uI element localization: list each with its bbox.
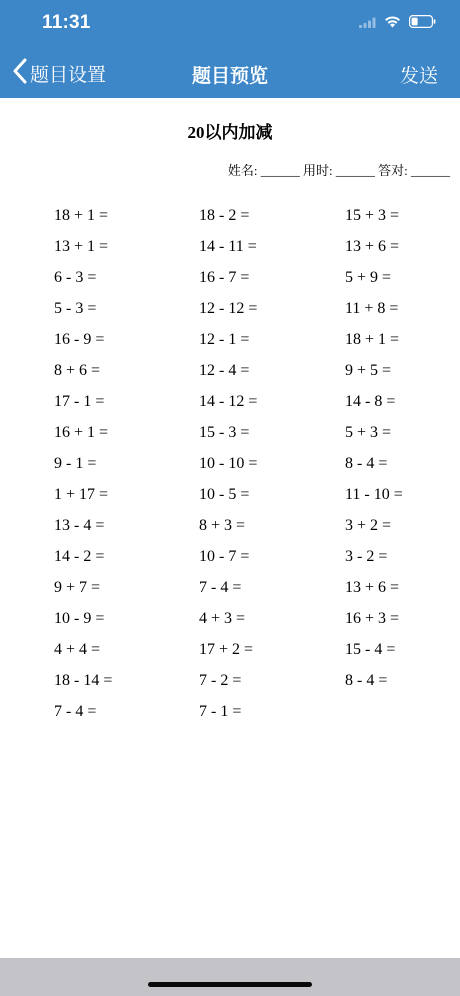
wifi-icon: [384, 15, 401, 33]
problem: 10 - 10 =: [199, 455, 258, 472]
problem: 8 + 6 =: [54, 362, 101, 379]
problem: 6 - 3 =: [54, 269, 97, 286]
problem: 15 - 3 =: [199, 424, 250, 441]
problem: 4 + 4 =: [54, 641, 101, 658]
problem: 9 - 1 =: [54, 455, 97, 472]
problem: 13 - 4 =: [54, 517, 105, 534]
problem: 5 + 9 =: [345, 269, 392, 286]
problem: 14 - 11 =: [199, 238, 257, 255]
home-indicator[interactable]: [148, 982, 312, 987]
worksheet-title: 20以内加减: [187, 123, 273, 142]
signal-icon: [359, 15, 376, 33]
problem: 12 - 12 =: [199, 300, 258, 317]
send-button[interactable]: 发送: [399, 66, 438, 87]
problem: 4 + 3 =: [199, 610, 246, 627]
problem: 7 - 2 =: [199, 672, 242, 689]
problem: 18 - 14 =: [54, 672, 113, 689]
problem: 17 + 2 =: [199, 641, 254, 658]
problem: 16 + 1 =: [54, 424, 109, 441]
worksheet-preview: [0, 98, 460, 958]
status-icons: [359, 14, 436, 34]
status-time: 11:31: [42, 12, 91, 33]
problem: 16 + 3 =: [345, 610, 400, 627]
problem: 18 + 1 =: [345, 331, 400, 348]
problem: 10 - 5 =: [199, 486, 250, 503]
battery-icon: [409, 15, 436, 33]
problem: 11 - 10 =: [345, 486, 403, 503]
problem: 15 - 4 =: [345, 641, 396, 658]
problem: 9 + 7 =: [54, 579, 101, 596]
bottom-toolbar: [0, 958, 460, 996]
problem-column-3: [345, 206, 403, 702]
problem: 8 - 4 =: [345, 455, 388, 472]
problem: 5 - 3 =: [54, 300, 97, 317]
problem: 13 + 6 =: [345, 579, 400, 596]
back-button-label: 题目设置: [30, 65, 107, 86]
problem: 3 + 2 =: [345, 517, 392, 534]
problem: 12 - 4 =: [199, 362, 250, 379]
problem: 17 - 1 =: [54, 393, 105, 410]
problem: 13 + 1 =: [54, 238, 109, 255]
problem: 5 + 3 =: [345, 424, 392, 441]
problem: 14 - 8 =: [345, 393, 396, 410]
problem: 8 + 3 =: [199, 517, 246, 534]
page-title: 题目预览: [191, 66, 268, 87]
problem: 7 - 4 =: [199, 579, 242, 596]
problem: 12 - 1 =: [199, 331, 250, 348]
problem-column-1: [54, 206, 112, 733]
problem: 14 - 2 =: [54, 548, 105, 565]
problem: 9 + 5 =: [345, 362, 392, 379]
problem-column-2: [199, 206, 257, 733]
problem: 11 + 8 =: [345, 300, 399, 317]
problem: 10 - 9 =: [54, 610, 105, 627]
problem: 1 + 17 =: [54, 486, 109, 503]
worksheet-fields: 姓名: ______ 用时: ______ 答对: ______: [227, 163, 450, 178]
problem: 16 - 9 =: [54, 331, 105, 348]
problem: 7 - 4 =: [54, 703, 97, 720]
problem: 7 - 1 =: [199, 703, 242, 720]
navigation-bar: [0, 0, 460, 98]
problem: 10 - 7 =: [199, 548, 250, 565]
problem: 3 - 2 =: [345, 548, 388, 565]
problem: 18 + 1 =: [54, 207, 109, 224]
problem: 18 - 2 =: [199, 207, 250, 224]
problem: 14 - 12 =: [199, 393, 258, 410]
problem: 8 - 4 =: [345, 672, 388, 689]
problem: 13 + 6 =: [345, 238, 400, 255]
problem: 15 + 3 =: [345, 207, 400, 224]
problem: 16 - 7 =: [199, 269, 250, 286]
